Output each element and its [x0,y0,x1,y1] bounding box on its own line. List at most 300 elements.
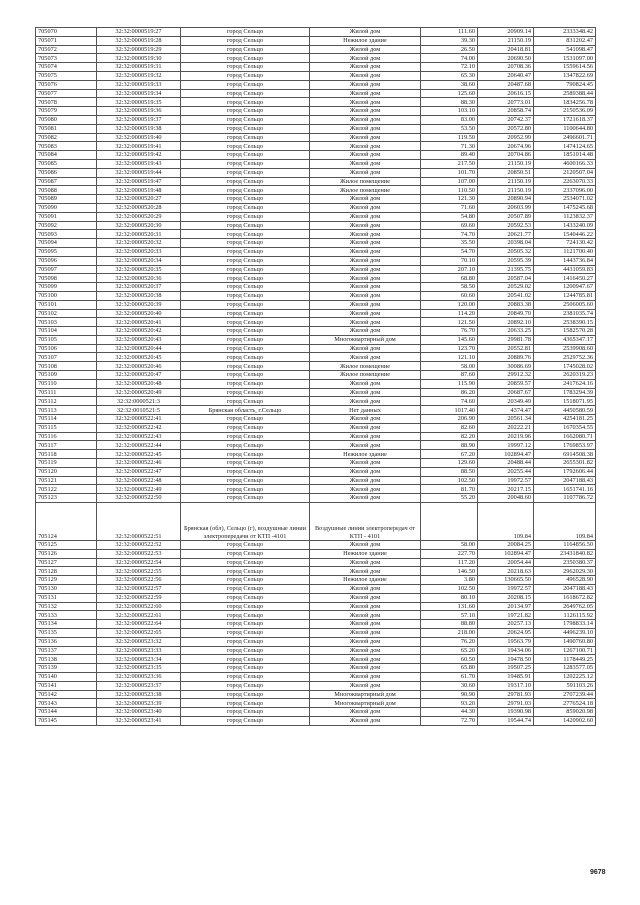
address-cell: город Сельцо [181,646,310,655]
address-cell: город Сельцо [181,212,310,221]
cadastral-value-cell: 1559614.56 [534,63,596,72]
cadastral-number-cell: 32:32:0000519:34 [97,89,181,98]
address-cell: город Сельцо [181,230,310,239]
table-row [36,80,596,89]
specific-value-cell: 20219.96 [478,432,534,441]
address-cell: город Сельцо [181,168,310,177]
address-cell: город Сельцо [181,98,310,107]
object-type-cell: Жилой дом [310,115,421,124]
area-cell: 1017.40 [421,406,478,415]
row-number-cell: 705100 [36,291,97,300]
table-row [36,318,596,327]
specific-value-cell: 19972.57 [478,585,534,594]
cadastral-value-cell: 1443736.84 [534,256,596,265]
row-number-cell: 705111 [36,388,97,397]
row-number-cell: 705082 [36,133,97,142]
object-type-cell: Жилой дом [310,168,421,177]
row-number-cell: 705085 [36,159,97,168]
area-cell: 114.20 [421,309,478,318]
address-cell: город Сельцо [181,63,310,72]
cadastral-number-cell: 32:32:0000522:47 [97,467,181,476]
cadastral-number-cell: 32:32:0000522:45 [97,450,181,459]
area-cell: 26.50 [421,45,478,54]
table-row [36,168,596,177]
row-number-cell: 705080 [36,115,97,124]
table-row [36,54,596,63]
row-number-cell: 705143 [36,699,97,708]
table-row [36,265,596,274]
specific-value-cell: 29912.32 [478,371,534,380]
cadastral-number-cell: 32:32:0000523:35 [97,664,181,673]
object-type-cell: Жилой дом [310,71,421,80]
cadastral-value-cell: 2962029.30 [534,567,596,576]
cadastral-number-cell: 32:32:0000522:46 [97,459,181,468]
object-type-cell: Жилой дом [310,620,421,629]
cadastral-value-cell: 2047188.43 [534,585,596,594]
area-cell: 115.90 [421,379,478,388]
area-cell: 35.50 [421,239,478,248]
area-cell: 89.40 [421,151,478,160]
address-cell: город Сельцо [181,567,310,576]
cadastral-value-cell: 1267100.71 [534,646,596,655]
row-number-cell: 705074 [36,63,97,72]
row-number-cell: 705099 [36,283,97,292]
cadastral-value-cell: 2620319.23 [534,371,596,380]
area-cell: 60.50 [421,655,478,664]
specific-value-cell: 19485.91 [478,672,534,681]
cadastral-value-cell: 1107786.72 [534,494,596,503]
specific-value-cell: 20134.97 [478,602,534,611]
specific-value-cell: 19317.10 [478,681,534,690]
row-number-cell: 705130 [36,585,97,594]
table-row [36,36,596,45]
row-number-cell: 705104 [36,327,97,336]
cadastral-value-cell: 1123832.37 [534,212,596,221]
address-cell: Брянская (обл), Сельцо (г), воздушные линии электропередачи от КТП -4101 [181,503,310,541]
address-cell: город Сельцо [181,274,310,283]
table-row [36,195,596,204]
area-cell: 54.80 [421,212,478,221]
specific-value-cell: 130665.50 [478,576,534,585]
cadastral-number-cell: 32:32:0000522:59 [97,593,181,602]
area-cell: 218.00 [421,629,478,638]
table-row [36,28,596,37]
cadastral-number-cell: 32:32:0000520:33 [97,247,181,256]
row-number-cell: 705102 [36,309,97,318]
specific-value-cell: 20892.10 [478,318,534,327]
cadastral-value-cell: 1792606.44 [534,467,596,476]
specific-value-cell: 20889.76 [478,353,534,362]
table-row [36,593,596,602]
area-cell: 101.70 [421,168,478,177]
specific-value-cell: 19563.79 [478,637,534,646]
table-row [36,655,596,664]
area-cell: 30.60 [421,681,478,690]
cadastral-number-cell: 32:32:0000520:44 [97,344,181,353]
specific-value-cell: 20487.68 [478,80,534,89]
row-number-cell: 705081 [36,124,97,133]
object-type-cell: Жилой дом [310,397,421,406]
cadastral-value-cell: 4450580.59 [534,406,596,415]
cadastral-value-cell: 1202225.12 [534,672,596,681]
specific-value-cell: 20084.25 [478,541,534,550]
cadastral-number-cell: 32:32:0000523:34 [97,655,181,664]
specific-value-cell: 20222.21 [478,423,534,432]
object-type-cell: Жилой дом [310,300,421,309]
specific-value-cell: 20595.39 [478,256,534,265]
area-cell: 65.80 [421,664,478,673]
address-cell: город Сельцо [181,611,310,620]
cadastral-value-cell: 1851014.48 [534,151,596,160]
row-number-cell: 705116 [36,432,97,441]
address-cell: город Сельцо [181,239,310,248]
cadastral-number-cell: 32:32:0000520:46 [97,362,181,371]
specific-value-cell: 20507.89 [478,212,534,221]
address-cell: город Сельцо [181,256,310,265]
table-row [36,379,596,388]
table-row [36,620,596,629]
object-type-cell: Жилой дом [310,247,421,256]
specific-value-cell: 20255.44 [478,467,534,476]
specific-value-cell: 20624.95 [478,629,534,638]
area-cell: 3.80 [421,576,478,585]
row-number-cell: 705078 [36,98,97,107]
area-cell: 88.80 [421,620,478,629]
row-number-cell: 705115 [36,423,97,432]
object-type-cell: Жилой дом [310,558,421,567]
address-cell: город Сельцо [181,681,310,690]
address-cell: город Сельцо [181,371,310,380]
address-cell: город Сельцо [181,423,310,432]
specific-value-cell: 20603.99 [478,203,534,212]
address-cell: город Сельцо [181,300,310,309]
object-type-cell: Жилой дом [310,309,421,318]
area-cell: 123.70 [421,344,478,353]
specific-value-cell: 29781.93 [478,690,534,699]
specific-value-cell: 109.84 [478,503,534,541]
row-number-cell: 705142 [36,690,97,699]
object-type-cell: Жилой дом [310,230,421,239]
object-type-cell: Жилой дом [310,344,421,353]
cadastral-number-cell: 32:32:0000519:27 [97,28,181,37]
cadastral-value-cell: 790824.45 [534,80,596,89]
specific-value-cell: 102894.47 [478,549,534,558]
row-number-cell: 705079 [36,107,97,116]
cadastral-number-cell: 32:32:0000522:51 [97,503,181,541]
cadastral-value-cell: 23431840.82 [534,549,596,558]
specific-value-cell: 20561.34 [478,415,534,424]
row-number-cell: 705144 [36,708,97,717]
table-row [36,133,596,142]
object-type-cell: Нежилое здание [310,36,421,45]
table-row [36,159,596,168]
object-type-cell: Жилой дом [310,54,421,63]
table-row [36,541,596,550]
area-cell: 117.20 [421,558,478,567]
table-row [36,415,596,424]
address-cell: город Сельцо [181,690,310,699]
row-number-cell: 705084 [36,151,97,160]
row-number-cell: 705120 [36,467,97,476]
area-cell: 217.50 [421,159,478,168]
row-number-cell: 705117 [36,441,97,450]
cadastral-number-cell: 32:32:0000520:43 [97,335,181,344]
specific-value-cell: 20541.02 [478,291,534,300]
row-number-cell: 705098 [36,274,97,283]
cadastral-value-cell: 2417624.16 [534,379,596,388]
area-cell: 44.30 [421,708,478,717]
cadastral-number-cell: 32:32:0000522:64 [97,620,181,629]
cadastral-value-cell: 2496601.71 [534,133,596,142]
area-cell: 83.00 [421,115,478,124]
cadastral-number-cell: 32:32:0000520:39 [97,300,181,309]
specific-value-cell: 20054.44 [478,558,534,567]
area-cell: 103.10 [421,107,478,116]
address-cell: город Сельцо [181,602,310,611]
address-cell: город Сельцо [181,708,310,717]
cadastral-number-cell: 32:32:0000520:30 [97,221,181,230]
table-row [36,450,596,459]
object-type-cell: Жилой дом [310,124,421,133]
row-number-cell: 705140 [36,672,97,681]
cadastral-number-cell: 32:32:0000520:27 [97,195,181,204]
specific-value-cell: 102894.47 [478,450,534,459]
cadastral-number-cell: 32:32:0010521:5 [97,406,181,415]
row-number-cell: 705132 [36,602,97,611]
address-cell: город Сельцо [181,28,310,37]
table-row [36,362,596,371]
cadastral-number-cell: 32:32:0000519:40 [97,133,181,142]
address-cell: город Сельцо [181,327,310,336]
row-number-cell: 705135 [36,629,97,638]
cadastral-value-cell: 1433240.09 [534,221,596,230]
cadastral-number-cell: 32:32:0000522:57 [97,585,181,594]
object-type-cell: Жилой дом [310,203,421,212]
cadastral-number-cell: 32:32:0000523:33 [97,646,181,655]
address-cell: город Сельцо [181,45,310,54]
cadastral-number-cell: 32:32:0000522:53 [97,549,181,558]
row-number-cell: 705119 [36,459,97,468]
area-cell: 74.70 [421,230,478,239]
row-number-cell: 705128 [36,567,97,576]
specific-value-cell: 20621.77 [478,230,534,239]
specific-value-cell: 19544.74 [478,716,534,725]
cadastral-number-cell: 32:32:0000519:44 [97,168,181,177]
object-type-cell: Жилой дом [310,256,421,265]
object-type-cell: Жилой дом [310,567,421,576]
area-cell: 90.90 [421,690,478,699]
specific-value-cell: 20572.80 [478,124,534,133]
row-number-cell: 705137 [36,646,97,655]
cadastral-number-cell: 32:32:0000520:42 [97,327,181,336]
cadastral-number-cell: 32:32:0000522:48 [97,476,181,485]
cadastral-value-table [35,27,596,726]
table-row [36,203,596,212]
area-cell: 227.70 [421,549,478,558]
specific-value-cell: 21150.19 [478,186,534,195]
table-row [36,423,596,432]
address-cell: город Сельцо [181,80,310,89]
table-row [36,708,596,717]
row-number-cell: 705129 [36,576,97,585]
cadastral-value-cell: 2506005.60 [534,300,596,309]
address-cell: город Сельцо [181,585,310,594]
address-cell: город Сельцо [181,89,310,98]
cadastral-value-cell: 859020.98 [534,708,596,717]
area-cell: 131.60 [421,602,478,611]
cadastral-value-cell: 1531097.00 [534,54,596,63]
specific-value-cell: 19721.82 [478,611,534,620]
row-number-cell: 705083 [36,142,97,151]
object-type-cell: Жилой дом [310,353,421,362]
cadastral-number-cell: 32:32:0000519:31 [97,63,181,72]
address-cell: город Сельцо [181,450,310,459]
table-row [36,629,596,638]
table-row [36,637,596,646]
row-number-cell: 705125 [36,541,97,550]
row-number-cell: 705073 [36,54,97,63]
cadastral-value-cell: 2589388.44 [534,89,596,98]
specific-value-cell: 29791.03 [478,699,534,708]
cadastral-number-cell: 32:32:0000519:37 [97,115,181,124]
cadastral-number-cell: 32:32:0000519:32 [97,71,181,80]
area-cell: 71.60 [421,203,478,212]
cadastral-number-cell: 32:32:0000519:30 [97,54,181,63]
object-type-cell: Жилой дом [310,432,421,441]
table-row [36,274,596,283]
table-row [36,344,596,353]
address-cell: город Сельцо [181,54,310,63]
row-number-cell: 705123 [36,494,97,503]
cadastral-number-cell: 32:32:0000520:28 [97,203,181,212]
area-cell: 74.00 [421,54,478,63]
specific-value-cell: 20257.13 [478,620,534,629]
address-cell: город Сельцо [181,309,310,318]
cadastral-value-cell: 541098.47 [534,45,596,54]
table-row [36,681,596,690]
cadastral-number-cell: 32:32:0000520:45 [97,353,181,362]
address-cell: город Сельцо [181,716,310,725]
row-number-cell: 705118 [36,450,97,459]
cadastral-value-cell: 1474124.65 [534,142,596,151]
cadastral-value-cell: 2381035.74 [534,309,596,318]
specific-value-cell: 20208.15 [478,593,534,602]
cadastral-number-cell: 32:32:0000520:34 [97,256,181,265]
address-cell: город Сельцо [181,415,310,424]
table-row [36,432,596,441]
object-type-cell: Жилой дом [310,98,421,107]
row-number-cell: 705141 [36,681,97,690]
cadastral-value-cell: 4431059.83 [534,265,596,274]
cadastral-value-cell: 1783294.39 [534,388,596,397]
area-cell: 72.70 [421,716,478,725]
cadastral-number-cell: 32:32:0000519:41 [97,142,181,151]
object-type-cell: Жилой дом [310,63,421,72]
object-type-cell: Жилой дом [310,593,421,602]
specific-value-cell: 21150.19 [478,36,534,45]
address-cell: город Сельцо [181,318,310,327]
address-cell: город Сельцо [181,620,310,629]
area-cell: 110.50 [421,186,478,195]
cadastral-number-cell: 32:32:0000520:32 [97,239,181,248]
object-type-cell: Жилой дом [310,327,421,336]
area-cell: 54.70 [421,247,478,256]
table-row [36,221,596,230]
object-type-cell: Жилой дом [310,291,421,300]
cadastral-value-cell: 2649762.05 [534,602,596,611]
cadastral-number-cell: 32:32:0000519:47 [97,177,181,186]
object-type-cell: Жилой дом [310,283,421,292]
cadastral-number-cell: 32:32:0000519:33 [97,80,181,89]
object-type-cell: Жилой дом [310,274,421,283]
object-type-cell: Жилой дом [310,318,421,327]
area-cell: 58.00 [421,362,478,371]
address-cell: город Сельцо [181,124,310,133]
address-cell: город Сельцо [181,558,310,567]
cadastral-value-cell: 1518071.95 [534,397,596,406]
table-row [36,124,596,133]
object-type-cell: Жилой дом [310,467,421,476]
cadastral-number-cell: 32:32:0000523:37 [97,681,181,690]
cadastral-number-cell: 32:32:0000520:38 [97,291,181,300]
table-row [36,256,596,265]
cadastral-number-cell: 32:32:0000519:36 [97,107,181,116]
specific-value-cell: 19478.50 [478,655,534,664]
row-number-cell: 705094 [36,239,97,248]
area-cell: 68.80 [421,274,478,283]
area-cell: 81.70 [421,485,478,494]
row-number-cell: 705126 [36,549,97,558]
table-row [36,45,596,54]
cadastral-value-cell: 4254181.25 [534,415,596,424]
object-type-cell: Жилой дом [310,89,421,98]
row-number-cell: 705136 [36,637,97,646]
address-cell: город Сельцо [181,291,310,300]
specific-value-cell: 19507.25 [478,664,534,673]
table-row [36,716,596,725]
cadastral-number-cell: 32:32:0000523:36 [97,672,181,681]
cadastral-value-cell: 109.84 [534,503,596,541]
specific-value-cell: 20773.01 [478,98,534,107]
object-type-cell: Жилой дом [310,602,421,611]
address-cell: город Сельцо [181,265,310,274]
table-row [36,406,596,415]
address-cell: город Сельцо [181,115,310,124]
row-number-cell: 705134 [36,620,97,629]
object-type-cell: Жилой дом [310,637,421,646]
table-row [36,283,596,292]
row-number-cell: 705133 [36,611,97,620]
row-number-cell: 705109 [36,371,97,380]
area-cell: 129.60 [421,459,478,468]
cadastral-value-cell: 1490760.80 [534,637,596,646]
object-type-cell: Жилой дом [310,107,421,116]
address-cell: город Сельцо [181,203,310,212]
cadastral-number-cell: 32:32:0000520:36 [97,274,181,283]
cadastral-value-cell: 1416450.27 [534,274,596,283]
specific-value-cell: 20048.60 [478,494,534,503]
area-cell: 76.20 [421,637,478,646]
row-number-cell: 705097 [36,265,97,274]
object-type-cell: Жилой дом [310,265,421,274]
address-cell: город Сельцо [181,629,310,638]
object-type-cell: Жилой дом [310,221,421,230]
cadastral-number-cell: 32:32:0000520:37 [97,283,181,292]
area-cell: 82.60 [421,423,478,432]
object-type-cell: Жилой дом [310,151,421,160]
address-cell: город Сельцо [181,459,310,468]
cadastral-value-cell: 4365347.17 [534,335,596,344]
